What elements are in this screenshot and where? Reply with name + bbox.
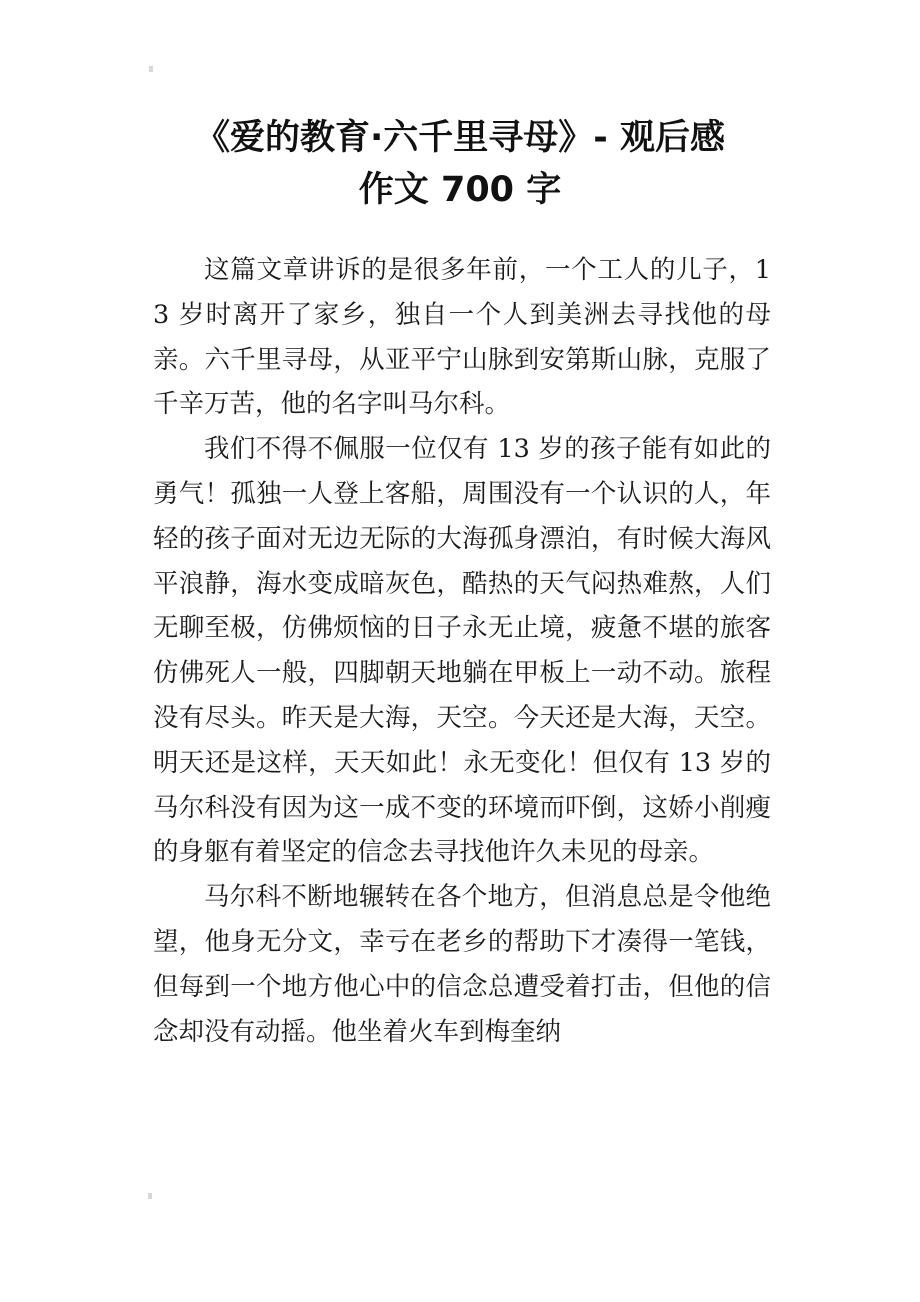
scan-mark xyxy=(148,1193,152,1199)
paragraph: 这篇文章讲诉的是很多年前，一个工人的儿子，13 岁时离开了家乡，独自一个人到美洲去寻找他的母亲。六千里寻母，从亚平宁山脉到安第斯山脉，克服了千辛万苦，他的名字叫马尔科。 xyxy=(153,255,771,420)
title-line-2: 作文 700 字 xyxy=(358,170,562,210)
title-line-1: 《爱的教育·六千里寻母》- 观后感 xyxy=(194,118,725,158)
paragraph: 我们不得不佩服一位仅有 13 岁的孩子能有如此的勇气！孤独一人登上客船，周围没有一个认识的人，年轻的孩子面对无边无际的大海孤身漂泊，有时候大海风平浪静，海水变成暗灰色，酷热的天气闷热难熬，人们无聊至极，仿佛烦恼的日子永无止境，疲惫不堪的旅客仿佛死人一般，四脚朝天地躺在甲板上一动不动。旅程没有尽头。昨天是大海，天空。今天还是大海，天空。明天还是这样，天天如此！永无变化！但仅有 13 岁的马尔科没有因为这一成不变的环境而吓倒，这娇小削瘦的身躯有着坚定的信念去寻找他许久未见的母亲。 xyxy=(153,434,771,868)
article-body xyxy=(153,248,771,1054)
page-title xyxy=(120,112,800,216)
scan-mark xyxy=(149,66,153,72)
paragraph: 马尔科不断地辗转在各个地方，但消息总是令他绝望，他身无分文，幸亏在老乡的帮助下才凑得一笔钱，但每到一个地方他心中的信念总遭受着打击，但他的信念却没有动摇。他坐着火车到梅奎纳 xyxy=(153,882,771,1047)
